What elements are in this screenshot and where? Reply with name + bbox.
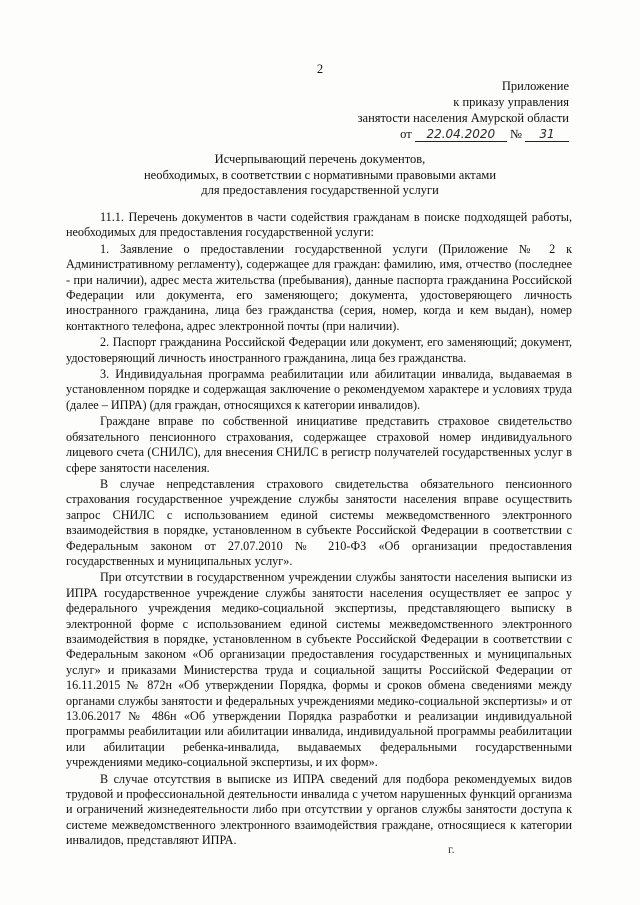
footer-mark: г. [448,842,455,856]
title-line-1: Исчерпывающий перечень документов, [214,152,426,166]
appendix-date-number-line [269,126,569,142]
paragraph: 1. Заявление о предоставлении государственной услуги (Приложение № 2 к Административному регламенту), содержащее для граждан: фамилию, имя, отчество (последнее - при наличии), адрес места жительства (пребывания), данные паспорта гражданина Российской Федерации или документа, его заменяющего; документа, удостоверяющего личность иностранного гражданина, лица без гражданства (серия, номер, когда и кем выдан), номер контактного телефона, адрес электронной почты (при наличии). [66,241,572,333]
title-line-2: необходимых, в соответствии с нормативными правовыми актами [143,167,497,182]
paragraph: 2. Паспорт гражданина Российской Федерации или документ, его заменяющий; документ, удостоверяющий личность иностранного гражданина, лица без гражданства. [66,335,572,365]
appendix-header [269,78,569,142]
appendix-title: Приложение [501,79,569,93]
appendix-department: занятости населения Амурской области [357,111,569,125]
paragraph: В случае отсутствия в выписке из ИПРА сведений для подбора рекомендуемых видов трудовой и профессиональной деятельности инвалида с учетом нарушенных функций организма и ограничений жизнедеятельности либо при отсутствии у органов службы занятости доступа к системе межведомственного электронного взаимодействия граждане, относящиеся к категории инвалидов, представляют ИПРА. [66,771,572,848]
paragraph: Граждане вправе по собственной инициативе представить страховое свидетельство обязательного пенсионного страхования, содержащее страховой номер индивидуального лицевого счета (СНИЛС), для внесения СНИЛС в регистр получателей государственных услуг в сфере занятости населения. [66,414,572,475]
number-label: № [509,127,522,141]
page-number: 2 [316,62,324,76]
document-body [66,210,572,850]
paragraph: 11.1. Перечень документов в части содействия гражданам в поиске подходящей работы, необходимых для предоставления государственной услуги: [66,210,572,240]
paragraph: При отсутствии в государственном учреждении службы занятости населения выписки из ИПРА государственное учреждение службы занятости населения осуществляет ее запрос у федерального учреждения медико-социальной экспертизы, представляющего выписку в электронной форме с использованием единой системы межведомственного электронного взаимодействия в порядке, установленном в субъекте Российской Федерации в соответствии с Федеральным законом «Об организации предоставления государственных и муниципальных услуг» и приказами Министерства труда и социальной защиты Российской Федерации от 16.11.2015 № 872н «Об утверждении Порядка, формы и сроков обмена сведениями между органами службы занятости и федеральных учреждениями медико-социальной экспертизы» и от 13.06.2017 № 486н «Об утверждении Порядка разработки и реализации индивидуальной программы реабилитации или абилитации инвалида, индивидуальной программы реабилитации или абилитации ребенка-инвалида, выдаваемых федеральными государственными учреждениями медико-социальной экспертизы, и их форм». [66,570,572,770]
handwritten-date: 22.04.2020 [415,128,507,142]
handwritten-number: 31 [525,128,569,142]
paragraph: В случае непредставления страхового свидетельства обязательного пенсионного страхования государственное учреждение службы занятости населения вправе осуществить запрос СНИЛС с использованием единой системы межведомственного электронного взаимодействия в порядке, установленном в субъекте Российской Федерации в соответствии с Федеральным законом от 27.07.2010 № 210-ФЗ «Об организации предоставления государственных и муниципальных услуг». [66,476,572,568]
appendix-order-ref: к приказу управления [453,95,569,109]
paragraph: 3. Индивидуальная программа реабилитации или абилитации инвалида, выдаваемая в установленном порядке и содержащая заключение о рекомендуемом характере и условиях труда (далее – ИПРА) (для граждан, относящихся к категории инвалидов). [66,367,572,412]
document-title [110,152,530,199]
from-label: от [400,127,412,141]
title-line-3: для предоставления государственной услуги [201,183,439,197]
